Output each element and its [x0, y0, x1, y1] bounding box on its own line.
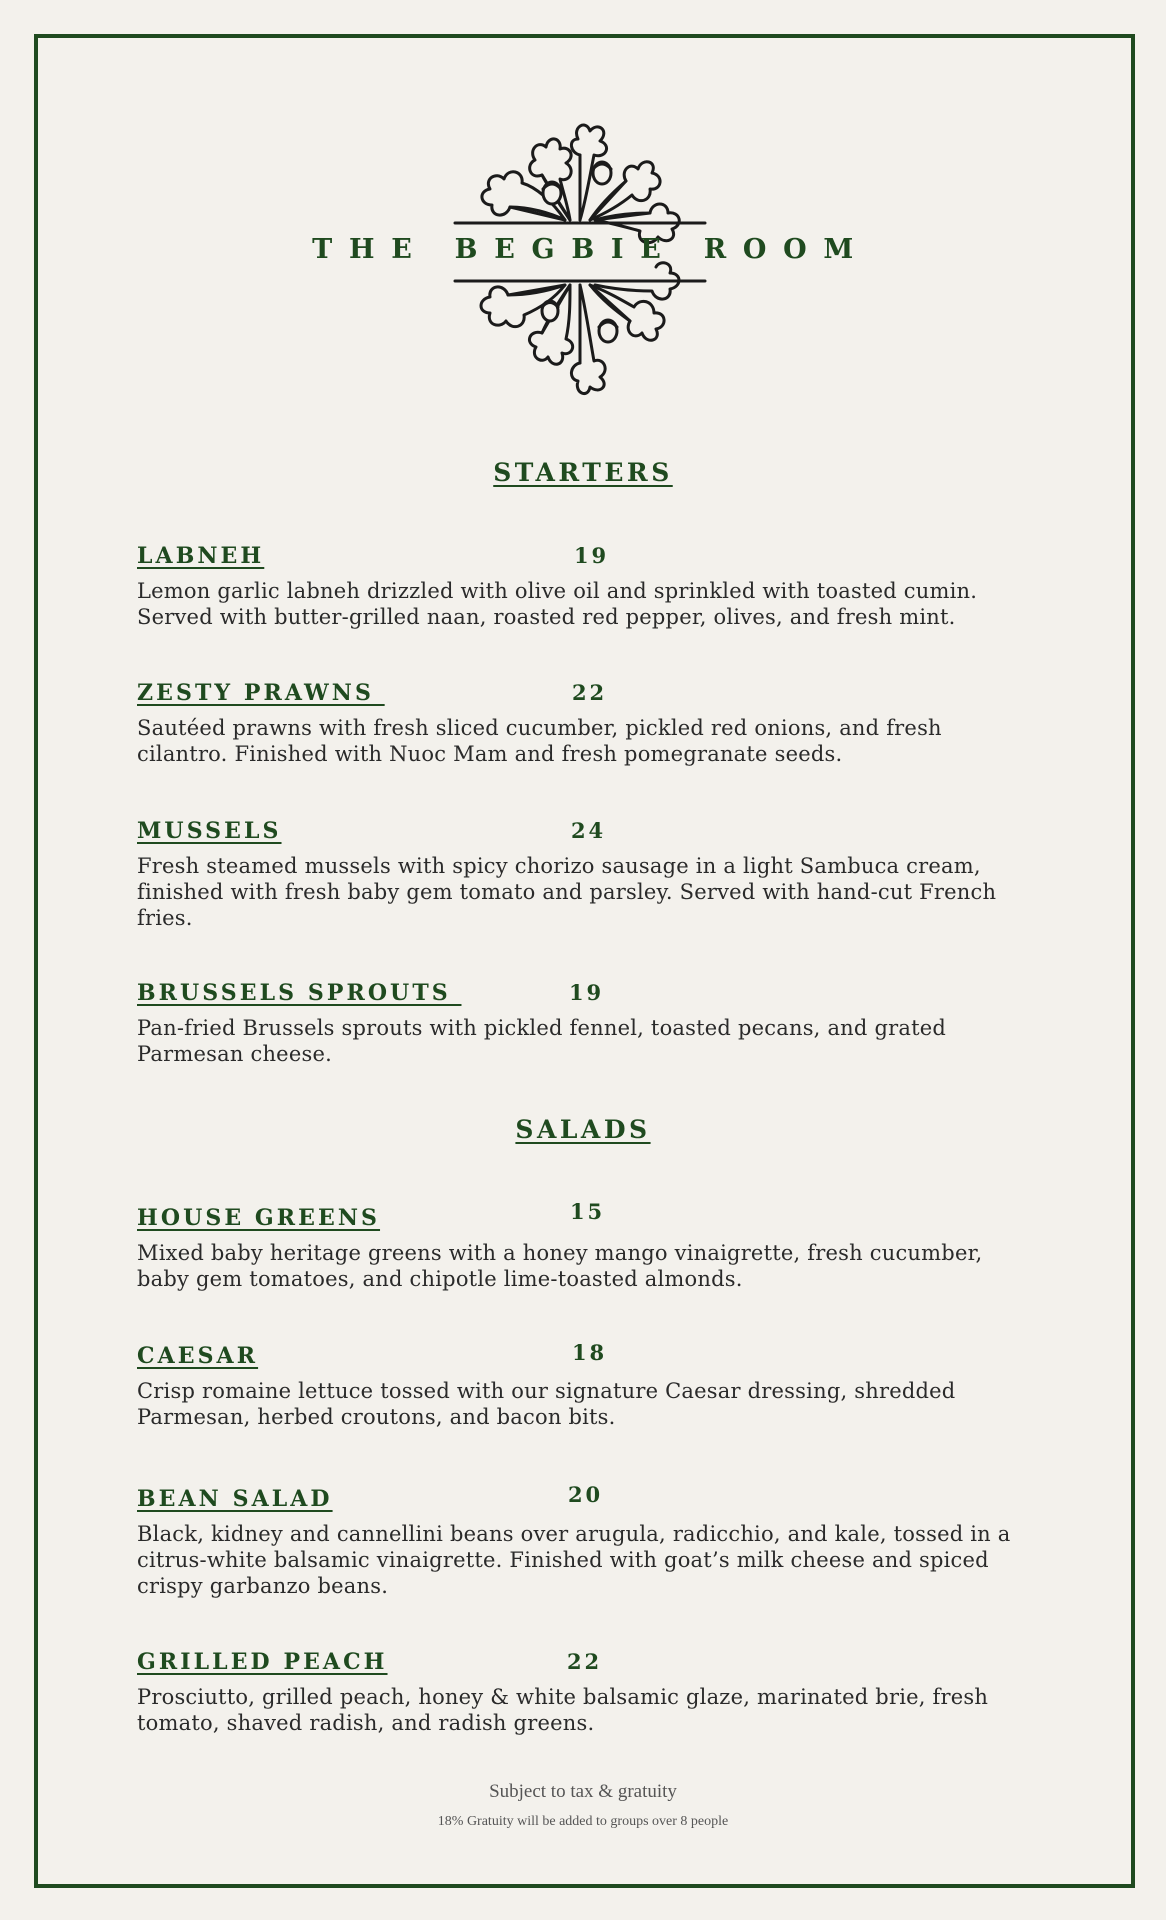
- item-price: 19: [574, 543, 610, 568]
- item-price: 19: [569, 980, 605, 1005]
- section-title-starters: STARTERS: [493, 458, 673, 487]
- item-price: 18: [572, 1340, 608, 1365]
- item-description: Crisp romaine lettuce tossed with our signature Caesar dressing, shredded Parmesan, herbed croutons, and bacon bits.: [137, 1379, 956, 1429]
- section-title-salads: SALADS: [515, 1115, 651, 1144]
- item-name: LABNEH: [137, 543, 265, 569]
- item-price: 15: [570, 1199, 606, 1224]
- item-name: BEAN SALAD: [137, 1486, 333, 1512]
- item-name: HOUSE GREENS: [137, 1205, 381, 1231]
- item-name: BRUSSELS SPROUTS: [137, 980, 462, 1006]
- item-description: Lemon garlic labneh drizzled with olive oil and sprinkled with toasted cumin. Served with butter-grilled naan, roasted red pepper, olives, and fresh mint.: [137, 579, 978, 629]
- item-price: 22: [572, 680, 608, 705]
- item-name: GRILLED PEACH: [137, 1649, 388, 1675]
- item-description: Mixed baby heritage greens with a honey mango vinaigrette, fresh cucumber, baby gem tomatoes, and chipotle lime-toasted almonds.: [137, 1241, 983, 1291]
- item-price: 22: [567, 1649, 603, 1674]
- item-description: Black, kidney and cannellini beans over arugula, radicchio, and kale, tossed in a citrus-white balsamic vinaigrette. Finished with goat’s milk cheese and spiced crispy garbanzo beans.: [137, 1522, 1011, 1598]
- item-name: MUSSELS: [137, 818, 282, 844]
- item-description: Sautéed prawns with fresh sliced cucumber, pickled red onions, and fresh cilantro. Finished with Nuoc Mam and fresh pomegranate seeds.: [137, 716, 942, 766]
- item-name: CAESAR: [137, 1343, 259, 1369]
- item-price: 20: [568, 1482, 604, 1507]
- item-description: Pan-fried Brussels sprouts with pickled fennel, toasted pecans, and grated Parmesan cheese.: [137, 1016, 947, 1066]
- item-price: 24: [571, 818, 607, 843]
- item-description: Fresh steamed mussels with spicy chorizo sausage in a light Sambuca cream, finished with fresh baby gem tomato and parsley. Served with hand-cut French fries.: [137, 854, 997, 930]
- gratuity-note: 18% Gratuity will be added to groups over 8 people: [437, 1814, 729, 1829]
- item-description: Prosciutto, grilled peach, honey & white balsamic glaze, marinated brie, fresh tomato, shaved radish, and radish greens.: [137, 1685, 989, 1735]
- tax-note: Subject to tax & gratuity: [489, 1781, 677, 1802]
- item-name: ZESTY PRAWNS: [137, 680, 385, 706]
- restaurant-name: THE BEGBIE ROOM: [312, 234, 871, 265]
